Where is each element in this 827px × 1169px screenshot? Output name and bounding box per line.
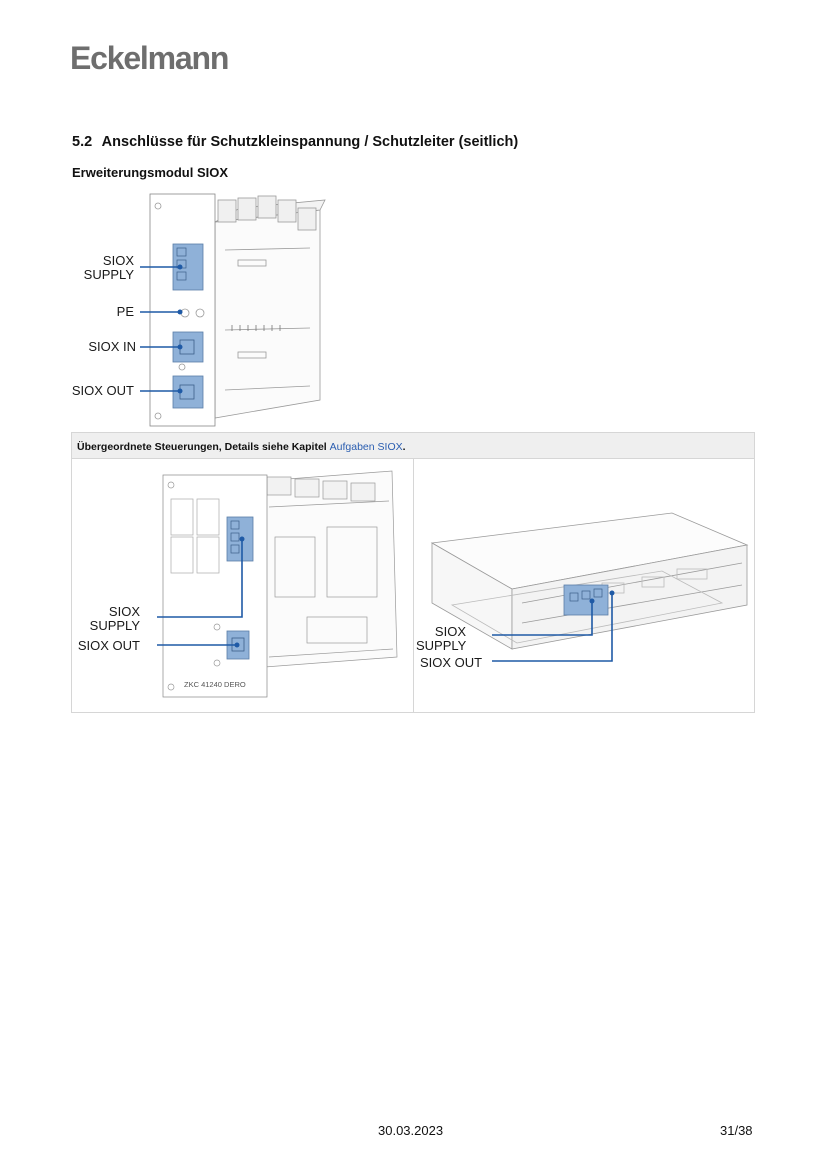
section-heading bbox=[72, 134, 518, 150]
section-number: 5.2 bbox=[72, 134, 93, 150]
siox-module-figure bbox=[140, 190, 340, 435]
label-line: SIOX bbox=[108, 604, 140, 619]
table-right-label-siox-out: SIOX OUT bbox=[420, 655, 483, 670]
footer-date: 30.03.2023 bbox=[378, 1123, 444, 1138]
label-line: SUPPLY bbox=[83, 267, 134, 282]
table-header-text: Übergeordnete Steuerungen, Details siehe Kapitel bbox=[77, 441, 330, 453]
label-line: SUPPLY bbox=[416, 638, 467, 653]
label-line: SUPPLY bbox=[89, 618, 140, 633]
controller-table bbox=[71, 432, 755, 713]
table-left-label-siox-supply bbox=[88, 605, 140, 633]
label-siox-in: SIOX IN bbox=[88, 339, 136, 354]
eckelmann-logo: Eckelmann bbox=[70, 40, 229, 76]
label-line: SIOX bbox=[434, 624, 466, 639]
label-siox-out: SIOX OUT bbox=[71, 383, 134, 398]
table-header-end: . bbox=[402, 441, 406, 453]
footer-page-number: 31/38 bbox=[720, 1123, 753, 1138]
table-left-device-print: ZKC 41240 DERO bbox=[184, 680, 246, 689]
label-pe: PE bbox=[116, 304, 134, 319]
aufgaben-siox-link[interactable]: Aufgaben SIOX bbox=[329, 441, 403, 453]
table-left-label-siox-out: SIOX OUT bbox=[77, 638, 140, 653]
table-header bbox=[72, 433, 754, 459]
label-siox-supply bbox=[82, 254, 134, 282]
table-right-label-siox-supply bbox=[416, 625, 466, 653]
controller-rack-figure bbox=[157, 467, 407, 707]
label-line: SIOX bbox=[102, 253, 134, 268]
table-divider bbox=[413, 459, 414, 713]
section-subtitle: Erweiterungsmodul SIOX bbox=[72, 165, 229, 180]
section-title: Anschlüsse für Schutzkleinspannung / Schutzleiter (seitlich) bbox=[101, 134, 519, 150]
